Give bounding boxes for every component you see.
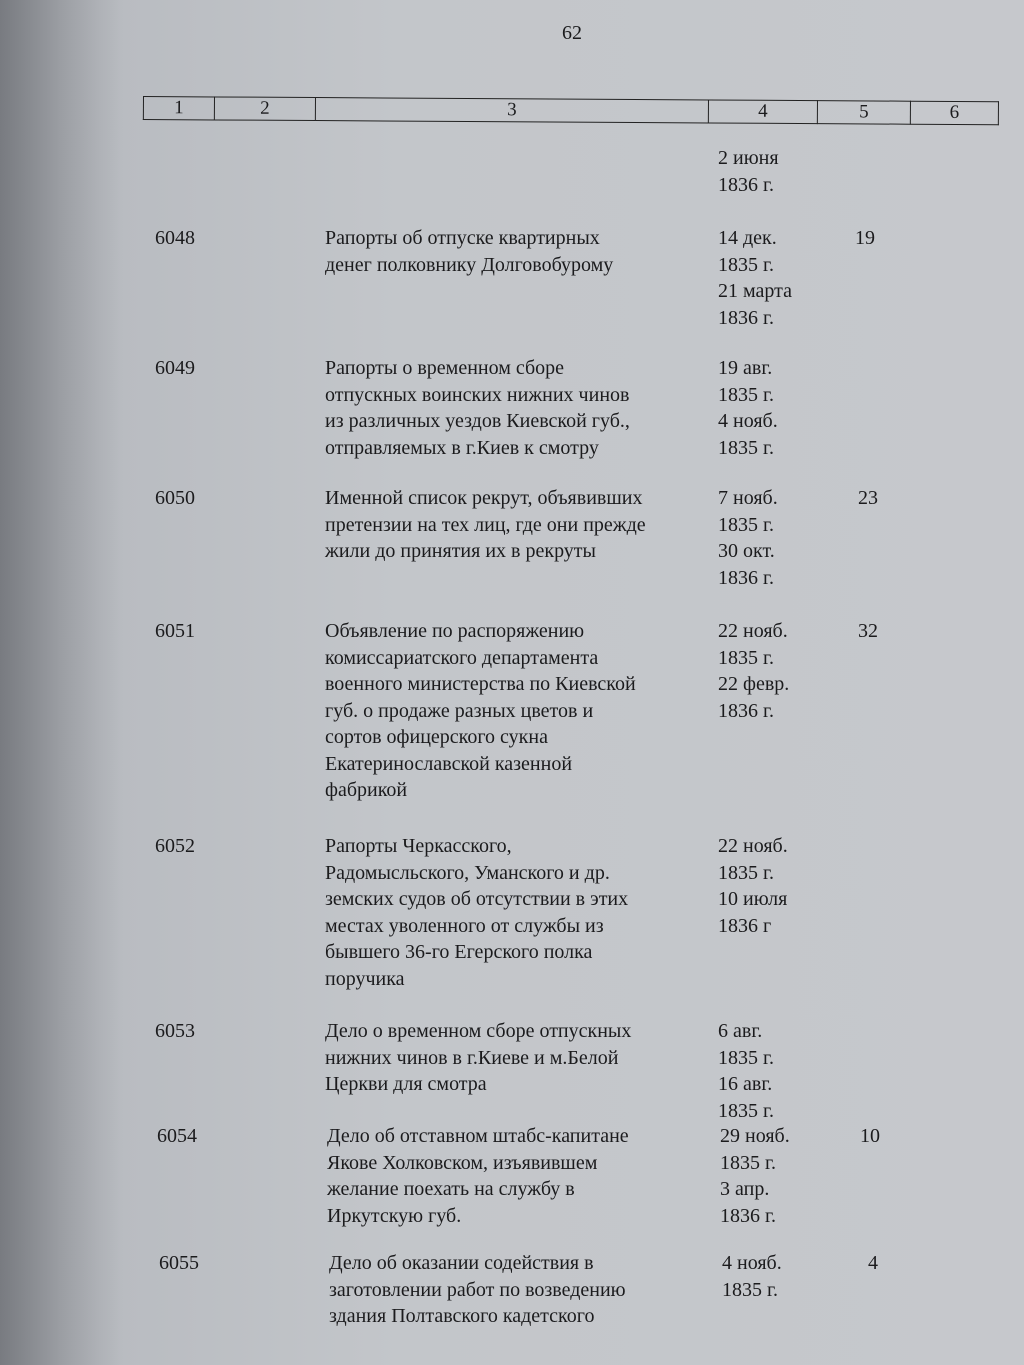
entry-sheets-line: 4 bbox=[868, 1252, 878, 1274]
entry-description-line: Дело об оказании содействия в bbox=[329, 1252, 594, 1274]
entry-description-line: комиссариатского департамента bbox=[325, 646, 599, 669]
entry-sheets bbox=[855, 225, 875, 252]
entry-number bbox=[159, 1250, 199, 1277]
entry-dates-line: 22 нояб. bbox=[718, 620, 788, 642]
entry-description-line: поручика bbox=[325, 967, 405, 990]
entry-dates bbox=[718, 1018, 774, 1124]
entry-description-line: Дело об отставном штабс-капитане bbox=[327, 1125, 629, 1147]
entry-description-line: претензии на тех лиц, где они прежде bbox=[325, 513, 646, 536]
entry-dates-line: 16 авг. bbox=[718, 1073, 773, 1095]
entry-sheets-line: 10 bbox=[860, 1125, 880, 1147]
entry-description-line: сортов офицерского сукна bbox=[325, 726, 548, 748]
entry-description-line: Дело о временном сборе отпускных bbox=[325, 1020, 632, 1042]
entry-description-line: Рапорты о временном сборе bbox=[325, 357, 565, 379]
entry-sheets-line: 23 bbox=[858, 487, 878, 509]
entry-sheets bbox=[858, 485, 878, 512]
entry-dates-line: 1835 г. bbox=[718, 1046, 774, 1069]
column-header-4: 4 bbox=[708, 100, 817, 124]
entry-dates-line: 14 дек. bbox=[718, 227, 777, 249]
entry-sheets-line: 19 bbox=[855, 227, 875, 249]
entry-description bbox=[325, 1018, 631, 1098]
entry-dates-line: 4 нояб. bbox=[722, 1252, 782, 1274]
entry-dates bbox=[718, 485, 778, 591]
entry-number-line: 6053 bbox=[155, 1020, 195, 1042]
entry-dates-line: 19 авг. bbox=[718, 357, 773, 379]
entry-dates-line: 22 февр. bbox=[718, 673, 790, 695]
entry-dates-line: 21 марта bbox=[718, 280, 792, 302]
entry-number bbox=[155, 1018, 195, 1045]
entry-description-line: Иркутскую губ. bbox=[327, 1204, 462, 1227]
entry-dates-line: 1835 г. bbox=[720, 1151, 776, 1174]
book-gutter bbox=[0, 0, 125, 1365]
column-header-table bbox=[143, 96, 999, 125]
entry-dates-line: 1836 г. bbox=[718, 566, 774, 589]
entry-description-line: Именной список рекрут, объявивших bbox=[325, 487, 643, 509]
entry-dates-line: 1836 г. bbox=[718, 699, 774, 722]
entry-number bbox=[155, 485, 195, 512]
entry-number-line: 6048 bbox=[155, 227, 195, 249]
date-line: 2 июня bbox=[718, 147, 779, 169]
entry-number-line: 6050 bbox=[155, 487, 195, 509]
entry-number-line: 6055 bbox=[159, 1252, 199, 1274]
entry-description-line: желание поехать на службу в bbox=[327, 1178, 575, 1200]
column-header-2: 2 bbox=[214, 97, 315, 121]
continuation-dates bbox=[718, 145, 779, 198]
entry-description-line: денег полковнику Долговобурому bbox=[325, 253, 614, 276]
entry-description-line: Рапорты Черкасского, bbox=[325, 835, 512, 857]
entry-dates-line: 1835 г. bbox=[718, 383, 774, 406]
entry-description-line: жили до принятия их в рекруты bbox=[325, 540, 596, 562]
entry-description-line: Екатеринославской казенной bbox=[325, 752, 573, 775]
entry-dates-line: 1836 г bbox=[718, 914, 772, 937]
entry-dates-line: 1835 г. bbox=[718, 513, 774, 536]
entry-dates-line: 4 нояб. bbox=[718, 410, 778, 432]
entry-dates-line: 7 нояб. bbox=[718, 487, 778, 509]
entry-dates-line: 1835 г. bbox=[718, 861, 774, 884]
entry-dates-line: 3 апр. bbox=[720, 1178, 770, 1200]
entry-description-line: Якове Холковском, изъявившем bbox=[327, 1151, 598, 1174]
entry-dates bbox=[718, 618, 789, 724]
entry-dates-line: 22 нояб. bbox=[718, 835, 788, 857]
entry-description-line: Рапорты об отпуске квартирных bbox=[325, 227, 600, 249]
entry-description bbox=[329, 1250, 626, 1330]
entry-description-line: отпускных воинских нижних чинов bbox=[325, 383, 630, 406]
entry-description bbox=[325, 833, 628, 992]
entry-sheets-line: 32 bbox=[858, 620, 878, 642]
entry-number-line: 6052 bbox=[155, 835, 195, 857]
entry-number bbox=[155, 833, 195, 860]
entry-dates-line: 1835 г. bbox=[718, 436, 774, 459]
entry-number bbox=[157, 1123, 197, 1150]
entry-dates-line: 30 окт. bbox=[718, 540, 775, 562]
entry-description-line: нижних чинов в г.Киеве и м.Белой bbox=[325, 1046, 619, 1069]
entry-dates bbox=[722, 1250, 782, 1303]
entry-description bbox=[327, 1123, 629, 1229]
entry-dates-line: 1835 г. bbox=[718, 253, 774, 276]
column-header-5: 5 bbox=[817, 101, 910, 125]
entry-description-line: местах уволенного от службы из bbox=[325, 914, 604, 937]
entry-description-line: отправляемых в г.Киев к смотру bbox=[325, 436, 599, 459]
entry-dates-line: 1836 г. bbox=[718, 306, 774, 329]
entry-number bbox=[155, 618, 195, 645]
entry-description-line: земских судов об отсутствии в этих bbox=[325, 888, 629, 910]
entry-description bbox=[325, 225, 613, 278]
page-number: 62 bbox=[562, 22, 582, 44]
entry-description bbox=[325, 618, 636, 804]
entry-dates-line: 6 авг. bbox=[718, 1020, 763, 1042]
entry-description bbox=[325, 355, 630, 461]
entry-number bbox=[155, 355, 195, 382]
entry-dates bbox=[718, 225, 792, 331]
date-line: 1836 г. bbox=[718, 173, 774, 196]
entry-dates-line: 1835 г. bbox=[722, 1278, 778, 1301]
entry-number-line: 6051 bbox=[155, 620, 195, 642]
entry-description-line: из различных уездов Киевской губ., bbox=[325, 410, 630, 432]
entry-dates-line: 10 июля bbox=[718, 888, 788, 910]
entry-dates-line: 1835 г. bbox=[718, 646, 774, 669]
entry-description-line: Церкви для смотра bbox=[325, 1073, 487, 1095]
entry-dates bbox=[718, 355, 778, 461]
entry-sheets bbox=[860, 1123, 880, 1150]
entry-description-line: военного министерства по Киевской bbox=[325, 673, 636, 695]
entry-dates-line: 1835 г. bbox=[718, 1099, 774, 1122]
entry-dates-line: 29 нояб. bbox=[720, 1125, 790, 1147]
entry-description-line: фабрикой bbox=[325, 779, 408, 801]
entry-sheets bbox=[858, 618, 878, 645]
entry-description-line: Радомысльского, Уманского и др. bbox=[325, 861, 610, 884]
entry-description-line: заготовлении работ по возведению bbox=[329, 1278, 626, 1301]
entry-dates-line: 1836 г. bbox=[720, 1204, 776, 1227]
column-header-1: 1 bbox=[143, 97, 214, 120]
entry-description-line: бывшего 36-го Егерского полка bbox=[325, 941, 593, 963]
entry-number bbox=[155, 225, 195, 252]
column-header-3: 3 bbox=[315, 98, 708, 123]
entry-number-line: 6054 bbox=[157, 1125, 197, 1147]
entry-sheets bbox=[868, 1250, 878, 1277]
entry-description-line: здания Полтавского кадетского bbox=[329, 1305, 595, 1327]
entry-description-line: губ. о продаже разных цветов и bbox=[325, 699, 594, 722]
entry-dates bbox=[720, 1123, 790, 1229]
entry-description-line: Объявление по распоряжению bbox=[325, 620, 585, 642]
entry-description bbox=[325, 485, 646, 565]
column-header-6: 6 bbox=[910, 101, 998, 125]
entry-number-line: 6049 bbox=[155, 357, 195, 379]
entry-dates bbox=[718, 833, 788, 939]
